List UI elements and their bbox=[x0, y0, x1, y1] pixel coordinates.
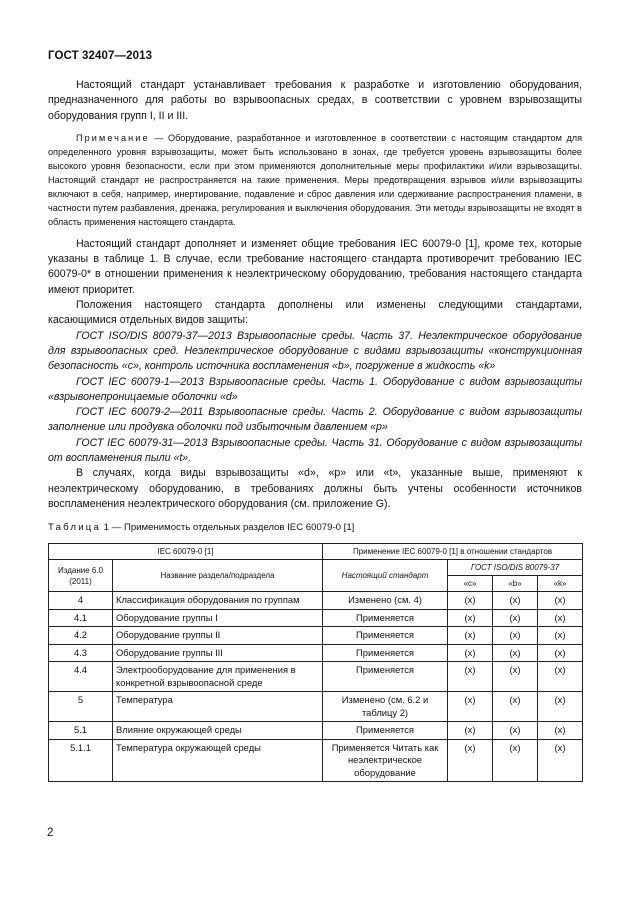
section-name-cell: Классификация оборудования по группам bbox=[113, 592, 323, 610]
supplement-paragraph: Настоящий стандарт дополняет и изменяет общие требования IEC 60079-0 [1], кроме тех, которые указаны в таблице 1. В случае, если требование настоящего стандарта противоречит требованию IEC 60079-0* в отношении применения к неэлектрическому оборудованию, требования настоящего стандарта имеют приоритет. bbox=[48, 237, 582, 296]
type-b-cell: (x) bbox=[493, 662, 538, 692]
type-c-cell: (x) bbox=[448, 739, 493, 782]
section-number-cell: 5.1 bbox=[49, 722, 113, 740]
type-k-cell: (x) bbox=[538, 609, 583, 627]
table-row bbox=[49, 692, 583, 722]
table-body bbox=[49, 592, 583, 782]
table-header-row bbox=[49, 544, 583, 560]
section-name-cell: Оборудование группы II bbox=[113, 627, 323, 645]
this-standard-cell: Применяется Читать как неэлектрическое оборудование bbox=[323, 739, 448, 782]
table-row bbox=[49, 644, 583, 662]
section-name-cell: Электрооборудование для применения в конкретной взрывоопасной среде bbox=[113, 662, 323, 692]
this-standard-cell: Применяется bbox=[323, 627, 448, 645]
this-standard-cell: Применяется bbox=[323, 722, 448, 740]
table-row bbox=[49, 592, 583, 610]
section-number-cell: 4.1 bbox=[49, 609, 113, 627]
this-standard-cell: Применяется bbox=[323, 644, 448, 662]
document-header: ГОСТ 32407—2013 bbox=[48, 50, 153, 62]
page-body bbox=[48, 78, 582, 782]
header-this-standard: Настоящий стандарт bbox=[323, 560, 448, 592]
section-number-cell: 4.3 bbox=[49, 644, 113, 662]
note-text: — Оборудование, разработанное и изготовленное в соответствии с настоящим стандартом для определенного уровня взрывозащиты, может быть использовано в зонах, где требуется уровень взрывозащиты более высокого уровня безопасности, если при этом применяются дополнительные меры профилактики и/или взрывозащиты. Настоящий стандарт не распространяется на такие применения. Меры предотвращения взрывов и/или взрывозащиты включают в себя, например, инертирование, подавление и сброс давления или сдерживание распространения пламени, в частности путем разбавления, дренажа, регулирования и выключения оборудования. Эти методы взрывозащиты не входят в область применения настоящего стандарта. bbox=[48, 132, 582, 227]
section-name-cell: Температура bbox=[113, 692, 323, 722]
applicability-table bbox=[48, 543, 583, 782]
section-number-cell: 4 bbox=[49, 592, 113, 610]
type-b-cell: (x) bbox=[493, 609, 538, 627]
type-c-cell: (x) bbox=[448, 692, 493, 722]
page-number: 2 bbox=[47, 827, 54, 839]
table-caption-label: Таблица bbox=[48, 522, 102, 534]
section-number-cell: 5 bbox=[49, 692, 113, 722]
standard-ref-60079-31: ГОСТ IEC 60079-31—2013 Взрывоопасные среды. Часть 31. Оборудование с видом взрывозащиты от воспламенения пыли «t». bbox=[48, 436, 582, 465]
type-b-cell: (x) bbox=[493, 739, 538, 782]
this-standard-cell: Применяется bbox=[323, 662, 448, 692]
type-c-cell: (x) bbox=[448, 609, 493, 627]
section-name-cell: Влияние окружающей среды bbox=[113, 722, 323, 740]
type-c-cell: (x) bbox=[448, 722, 493, 740]
type-k-cell: (x) bbox=[538, 592, 583, 610]
type-k-cell: (x) bbox=[538, 739, 583, 782]
standard-ref-60079-2: ГОСТ IEC 60079-2—2011 Взрывоопасные среды. Часть 2. Оборудование с видом взрывозащиты заполнение или продувка оболочки под избыточным давлением «p» bbox=[48, 406, 582, 434]
note-label: Примечание bbox=[76, 132, 150, 143]
section-number-cell: 5.1.1 bbox=[49, 739, 113, 782]
table-caption bbox=[48, 522, 582, 533]
type-k-cell: (x) bbox=[538, 627, 583, 645]
intro-paragraph: Настоящий стандарт устанавливает требования к разработке и изготовлению оборудования, предназначенного для работы во взрывоопасных средах, в соответствии с уровнем взрывозащиты оборудования групп I, II и III. bbox=[48, 79, 582, 122]
standard-ref-80079-37: ГОСТ ISO/DIS 80079-37—2013 Взрывоопасные среды. Часть 37. Неэлектрическое оборудование для взрывоопасных сред. Неэлектрическое оборудование с видами взрывозащиты «конструкционная безопасность «c», контроль источника воспламенения «b», погружение в жидкость «k» bbox=[48, 329, 582, 373]
table-row bbox=[49, 662, 583, 692]
header-b: «b» bbox=[493, 576, 538, 592]
note-paragraph bbox=[48, 131, 582, 229]
standard-ref-60079-1: ГОСТ IEC 60079-1—2013 Взрывоопасные среды. Часть 1. Оборудование с видом взрывозащиты «взрывонепроницаемые оболочки «d» bbox=[48, 375, 582, 403]
this-standard-cell: Изменено (см. 4) bbox=[323, 592, 448, 610]
this-standard-cell: Изменено (см. 6.2 и таблицу 2) bbox=[323, 692, 448, 722]
header-c: «c» bbox=[448, 576, 493, 592]
table-caption-text: 1 — Применимость отдельных разделов IEC 60079-0 [1] bbox=[101, 522, 355, 534]
section-number-cell: 4.2 bbox=[49, 627, 113, 645]
type-b-cell: (x) bbox=[493, 627, 538, 645]
header-iso-standard: ГОСТ ISO/DIS 80079-37 bbox=[448, 560, 583, 576]
header-application: Применение IEC 60079-0 [1] в отношении стандартов bbox=[323, 544, 583, 560]
type-k-cell: (x) bbox=[538, 662, 583, 692]
standards-intro-paragraph: Положения настоящего стандарта дополнены или изменены следующими стандартами, касающимися отдельных видов защиты: bbox=[48, 299, 582, 327]
header-k: «k» bbox=[538, 576, 583, 592]
table-row bbox=[49, 722, 583, 740]
section-name-cell: Температура окружающей среды bbox=[113, 739, 323, 782]
header-section-name: Название раздела/подраздела bbox=[113, 560, 323, 592]
type-c-cell: (x) bbox=[448, 644, 493, 662]
type-b-cell: (x) bbox=[493, 592, 538, 610]
header-iec: IEC 60079-0 [1] bbox=[49, 544, 323, 560]
type-k-cell: (x) bbox=[538, 692, 583, 722]
table-row bbox=[49, 739, 583, 782]
section-name-cell: Оборудование группы III bbox=[113, 644, 323, 662]
table-header-row bbox=[49, 560, 583, 576]
type-b-cell: (x) bbox=[493, 722, 538, 740]
protection-types-paragraph: В случаях, когда виды взрывозащиты «d», «p» или «t», указанные выше, применяют к неэлектрическому оборудованию, в требованиях должны быть учтены особенности источников воспламенения неэлектрического оборудования (см. приложение G). bbox=[48, 467, 582, 510]
type-k-cell: (x) bbox=[538, 644, 583, 662]
type-b-cell: (x) bbox=[493, 692, 538, 722]
type-c-cell: (x) bbox=[448, 662, 493, 692]
type-c-cell: (x) bbox=[448, 592, 493, 610]
type-k-cell: (x) bbox=[538, 722, 583, 740]
type-c-cell: (x) bbox=[448, 627, 493, 645]
table-row bbox=[49, 609, 583, 627]
this-standard-cell: Применяется bbox=[323, 609, 448, 627]
type-b-cell: (x) bbox=[493, 644, 538, 662]
section-number-cell: 4.4 bbox=[49, 662, 113, 692]
table-row bbox=[49, 627, 583, 645]
header-edition: Издание 6.0 (2011) bbox=[49, 560, 113, 592]
section-name-cell: Оборудование группы I bbox=[113, 609, 323, 627]
